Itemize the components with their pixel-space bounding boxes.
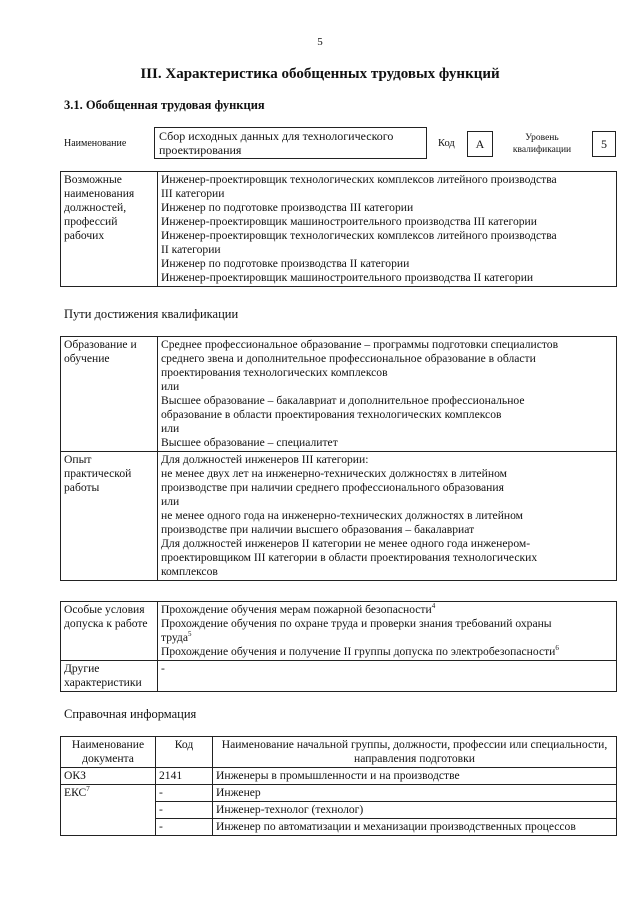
reference-col-code: Код (156, 737, 213, 768)
experience-line: не менее одного года на инженерно-технических должностях в литейном (161, 509, 524, 522)
job-titles-label: Возможные наименования должностей, профессий рабочих (61, 172, 158, 287)
job-title-line: Инженер-проектировщик машиностроительного производства II категории (161, 271, 534, 284)
education-line: образование в области проектирования технологических комплексов (161, 408, 502, 421)
reference-table (60, 736, 617, 836)
job-title-line: Инженер-проектировщик технологических комплексов литейного производства (161, 229, 557, 242)
reference-code-cell: - (156, 819, 213, 836)
reference-name-cell: Инженеры в промышленности и на производстве (213, 768, 617, 785)
reference-name-cell: Инженер по автоматизации и механизации производственных процессов (213, 819, 617, 836)
experience-line: не менее двух лет на инженерно-технических должностях в литейном (161, 467, 507, 480)
reference-name-cell: Инженер-технолог (технолог) (213, 802, 617, 819)
experience-list (158, 452, 617, 581)
job-title-line: III категории (161, 187, 225, 200)
education-line: Высшее образование – бакалавриат и дополнительное профессиональное (161, 394, 525, 407)
subsection-title: 3.1. Обобщенная трудовая функция (64, 98, 265, 112)
reference-col-doc: Наименование документа (61, 737, 156, 768)
job-title-line: II категории (161, 243, 221, 256)
footnote-mark: 4 (431, 602, 436, 611)
education-line: проектирования технологических комплексов (161, 366, 388, 379)
function-name-label: Наименование (64, 138, 127, 149)
education-line: Высшее образование – специалитет (161, 436, 338, 449)
experience-line: производстве при наличии высшего образования – бакалавриат (161, 523, 475, 536)
special-condition-line: Прохождение обучения и получение II группы допуска по электробезопасности$^6$ (161, 644, 559, 658)
education-line: среднего звена и дополнительное профессиональное образование в области (161, 352, 536, 365)
footnote-mark: 5 (187, 630, 192, 639)
qualification-paths-heading: Пути достижения квалификации (64, 307, 239, 321)
other-characteristics-value: - (158, 661, 617, 692)
experience-line: производстве при наличии среднего профессионального образования (161, 481, 504, 494)
job-title-line: Инженер по подготовке производства III категории (161, 201, 414, 214)
job-title-line: Инженер-проектировщик машиностроительного производства III категории (161, 215, 537, 228)
experience-line: Для должностей инженеров II категории не менее одного года инженером- (161, 537, 531, 550)
special-condition-line: Прохождение обучения по охране труда и проверки знания требований охраны (161, 617, 552, 630)
footnote-mark: 7 (86, 785, 90, 794)
qualification-level-value: 5 (592, 131, 616, 157)
experience-label: Опыт практической работы (61, 452, 158, 581)
function-code-value: A (467, 131, 493, 157)
reference-code-cell: - (156, 785, 213, 802)
table-row (61, 768, 617, 785)
table-row (61, 785, 617, 802)
job-title-line: Инженер-проектировщик технологических комплексов литейного производства (161, 173, 557, 186)
education-line: или (161, 422, 180, 435)
special-condition-line: труда$^5$ (161, 630, 192, 644)
reference-code-cell: - (156, 802, 213, 819)
footnote-mark: 6 (555, 644, 559, 653)
reference-doc-cell: ЕКС$^7$ (61, 785, 156, 836)
function-code-label: Код (438, 138, 455, 149)
other-characteristics-label: Другие характеристики (61, 661, 158, 692)
education-label: Образование и обучение (61, 337, 158, 452)
reference-code-cell: 2141 (156, 768, 213, 785)
education-line: Среднее профессиональное образование – программы подготовки специалистов (161, 338, 559, 351)
reference-doc-cell: ОКЗ (61, 768, 156, 785)
special-conditions-table (60, 601, 617, 692)
special-conditions-label: Особые условия допуска к работе (61, 602, 158, 661)
reference-heading: Справочная информация (64, 707, 197, 721)
special-conditions-list (158, 602, 617, 661)
education-line: или (161, 380, 180, 393)
job-titles-list (158, 172, 617, 287)
education-list (158, 337, 617, 452)
qualification-level-label: Уровень квалификации (512, 133, 572, 155)
experience-line: Для должностей инженеров III категории: (161, 453, 369, 466)
experience-line: проектировщиком III категории в области проектирования технологических (161, 551, 538, 564)
job-titles-table (60, 171, 617, 287)
experience-line: комплексов (161, 565, 218, 578)
function-name-value: Сбор исходных данных для технологического проектирования (154, 127, 427, 159)
experience-line: или (161, 495, 180, 508)
qualification-paths-table (60, 336, 617, 581)
special-condition-line: Прохождение обучения мерам пожарной безопасности$^4$ (161, 602, 436, 616)
reference-name-cell: Инженер (213, 785, 617, 802)
reference-col-name: Наименование начальной группы, должности, профессии или специальности, направления подготовки (213, 737, 617, 768)
section-title: III. Характеристика обобщенных трудовых функций (140, 66, 500, 82)
job-title-line: Инженер по подготовке производства II категории (161, 257, 410, 270)
page-number: 5 (317, 36, 323, 48)
